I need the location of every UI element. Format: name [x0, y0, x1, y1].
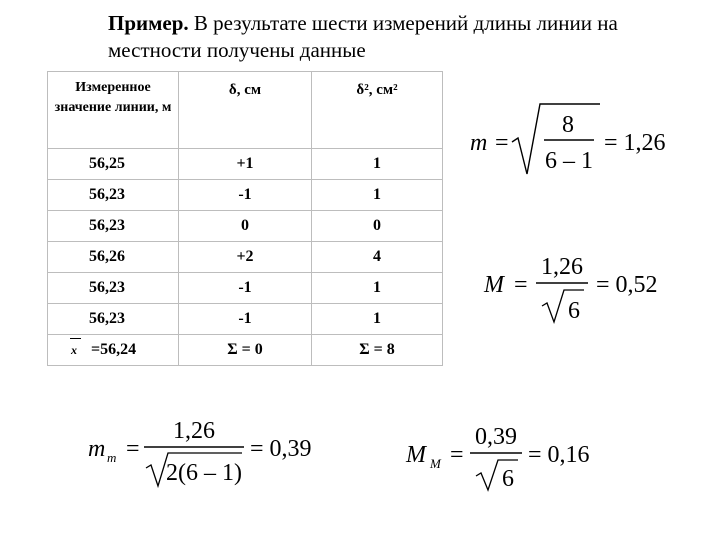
cell-delta: +1	[179, 149, 312, 180]
cell-delta: -1	[179, 273, 312, 304]
formula-M-den: 6	[568, 298, 580, 324]
formula-m-num: 8	[562, 112, 574, 138]
table-row	[48, 149, 443, 180]
header-delta-squared: δ², см²	[312, 72, 443, 149]
table-row	[48, 304, 443, 335]
cell-delta-squared: 1	[312, 180, 443, 211]
formula-mm-sub: m	[107, 450, 117, 465]
cell-delta-squared: 1	[312, 149, 443, 180]
formula-MM-lhs: M	[406, 442, 426, 468]
formula-mm	[84, 416, 324, 488]
formula-MM-result: = 0,16	[528, 442, 590, 468]
formula-MM-num: 0,39	[475, 424, 517, 450]
formula-mm-lhs: m	[88, 436, 106, 462]
formula-m-lhs: m	[470, 130, 488, 156]
formula-M-result: = 0,52	[596, 272, 658, 298]
formula-mm-den: 2(6 – 1)	[166, 460, 242, 486]
formula-m-result: = 1,26	[604, 130, 666, 156]
cell-delta-squared: 1	[312, 304, 443, 335]
slide-title	[108, 10, 688, 64]
equals-sign: =	[126, 436, 140, 462]
cell-delta-squared: 1	[312, 273, 443, 304]
formula-MM-den: 6	[502, 466, 514, 492]
cell-value: 56,23	[48, 304, 179, 335]
mean-value: =56,24	[91, 341, 137, 358]
formula-M-num: 1,26	[541, 254, 583, 280]
table-row	[48, 242, 443, 273]
table-row	[48, 180, 443, 211]
cell-delta-squared: 4	[312, 242, 443, 273]
cell-value: 56,23	[48, 273, 179, 304]
formula-MM-sub: M	[430, 456, 441, 471]
formula-m-den: 6 – 1	[545, 148, 593, 174]
title-text: В результате шести измерений длины линии на местности получены данные	[108, 11, 618, 62]
cell-value: 56,25	[48, 149, 179, 180]
formula-M-lhs: M	[484, 272, 504, 298]
cell-sum-delta: Σ = 0	[179, 335, 312, 366]
formula-MM	[402, 420, 602, 492]
formula-M	[478, 250, 678, 325]
cell-delta: 0	[179, 211, 312, 242]
header-measured-value: Измеренное значение линии, м	[48, 72, 179, 149]
cell-delta: +2	[179, 242, 312, 273]
header-delta: δ, см	[179, 72, 312, 149]
table-row	[48, 211, 443, 242]
cell-delta: -1	[179, 180, 312, 211]
cell-mean	[48, 335, 179, 366]
table-footer-row	[48, 335, 443, 366]
equals-sign: =	[514, 272, 528, 298]
cell-value: 56,23	[48, 180, 179, 211]
cell-sum-delta-squared: Σ = 8	[312, 335, 443, 366]
formula-m	[462, 102, 682, 180]
formula-mm-num: 1,26	[173, 418, 215, 444]
cell-delta: -1	[179, 304, 312, 335]
measurements-table	[47, 71, 443, 366]
title-lead: Пример.	[108, 11, 189, 35]
cell-value: 56,26	[48, 242, 179, 273]
formula-mm-result: = 0,39	[250, 436, 312, 462]
equals-sign: =	[495, 130, 509, 156]
table-row	[48, 273, 443, 304]
mean-symbol: x	[71, 343, 77, 357]
cell-delta-squared: 0	[312, 211, 443, 242]
table-header-row	[48, 72, 443, 149]
equals-sign: =	[450, 442, 464, 468]
cell-value: 56,23	[48, 211, 179, 242]
